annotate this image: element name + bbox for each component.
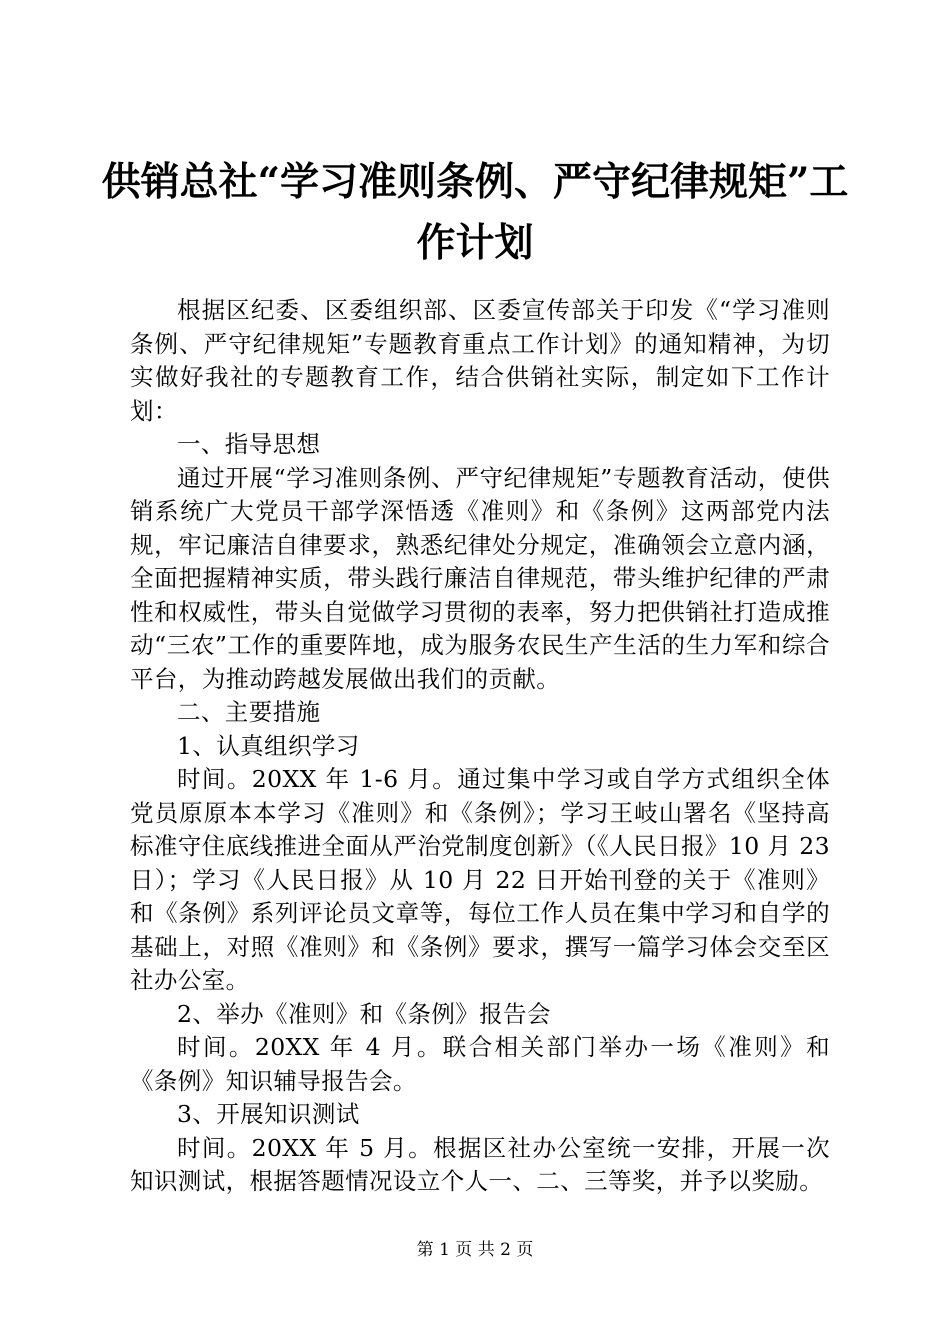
section-heading-main-measures: 二、主要措施 (177, 698, 321, 726)
measure-paragraph-report-meeting: 时间。20XX 年 4 月。联合相关部门举办一场《准则》和《条例》知识辅导报告会。 (130, 1033, 830, 1095)
document-title-line2: 作计划 (416, 220, 534, 266)
measure-heading-organize-study: 1、认真组织学习 (177, 731, 360, 760)
guiding-thought-paragraph: 通过开展“学习准则条例、严守纪律规矩”专题教育活动，使供销系统广大党员干部学深悟透《准则》和《条例》这两部党内法规，牢记廉洁自律要求，熟悉纪律处分规定，准确领会立意内涵，全面把握精神实质，带头践行廉洁自律规范，带头维护纪律的严肃性和权威性，带头自觉做学习贯彻的表率，努力把供销社打造成推动“三农”工作的重要阵地，成为服务农民生产生活的生力军和综合平台，为推动跨越发展做出我们的贡献。 (130, 463, 830, 693)
document-body (130, 294, 830, 1199)
measure-paragraph-organize-study: 时间。20XX 年 1-6 月。通过集中学习或自学方式组织全体党员原原本本学习《准则》和《条例》；学习王岐山署名《坚持高标准守住底线推进全面从严治党制度创新》（《人民日报》10 月 23 日）；学习《人民日报》从 10 月 22 日开始刊登的关于《准则》和《条例》系列评论员文章等，每位工作人员在集中学习和自学的基础上，对照《准则》和《条例》要求，撰写一篇学习体会交至区社办公室。 (130, 765, 830, 994)
measure-heading-knowledge-test: 3、开展知识测试 (177, 1100, 360, 1128)
measure-paragraph-knowledge-test: 时间。20XX 年 5 月。根据区社办公室统一安排，开展一次知识测试，根据答题情况设立个人一、二、三等奖，并予以奖励。 (130, 1133, 830, 1195)
intro-paragraph: 根据区纪委、区委组织部、区委宣传部关于印发《“学习准则条例、严守纪律规矩”专题教育重点工作计划》的通知精神，为切实做好我社的专题教育工作，结合供销社实际，制定如下工作计划： (130, 296, 830, 425)
measure-heading-report-meeting: 2、举办《准则》和《条例》报告会 (177, 999, 551, 1028)
page-number-footer: 第 1 页 共 2 页 (416, 1240, 534, 1260)
section-heading-guiding-thought: 一、指导思想 (177, 430, 321, 458)
document-title-line1: 供销总社“学习准则条例、严守纪律规矩”工 (101, 159, 849, 205)
